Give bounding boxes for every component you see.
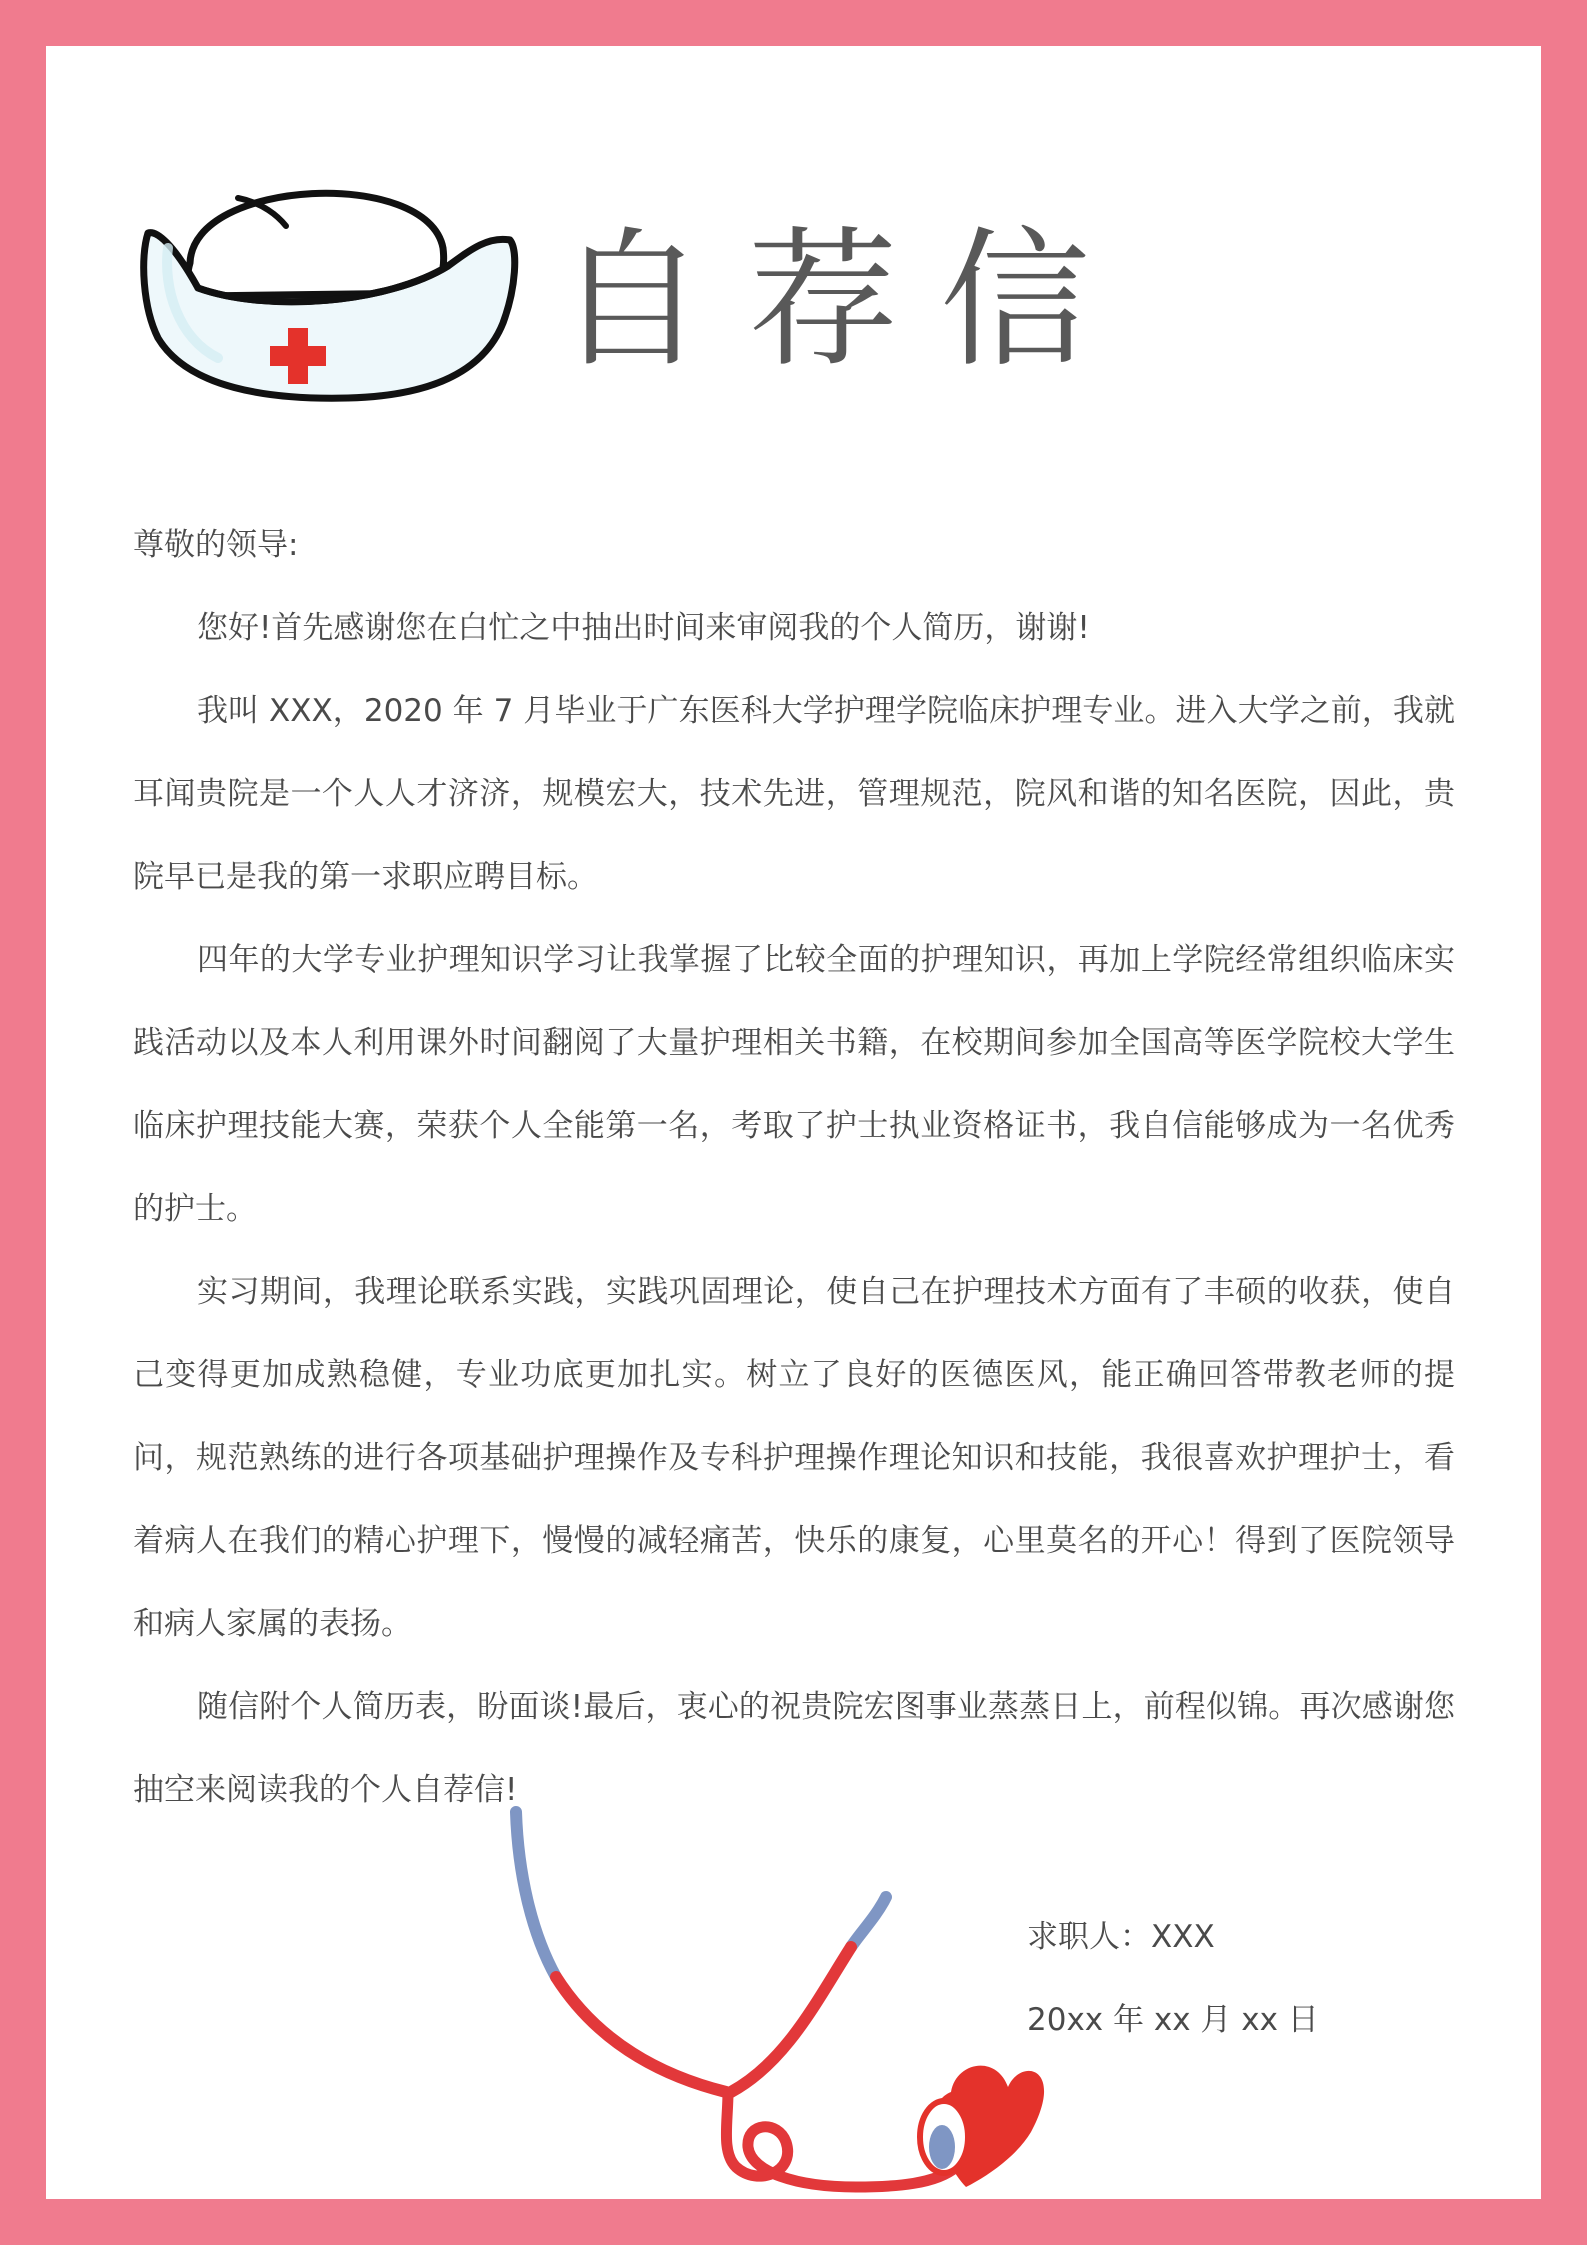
paragraph-4: 实习期间，我理论联系实践，实践巩固理论，使自己在护理技术方面有了丰硕的收获，使自己变得更加成熟稳健，专业功底更加扎实。树立了良好的医德医风，能正确回答带教老师的提问，规范熟练的进行各项基础护理操作及专科护理操作理论知识和技能，我很喜欢护理护士，看着病人在我们的精心护理下，慢慢的减轻痛苦，快乐的康复，心里莫名的开心！得到了医院领导和病人家属的表扬。 xyxy=(133,1274,1455,1642)
paragraph-1: 您好!首先感谢您在白忙之中抽出时间来审阅我的个人简历，谢谢! xyxy=(197,610,1090,646)
greeting: 尊敬的领导: xyxy=(133,527,299,563)
paragraph-2: 我叫 XXX，2020 年 7 月毕业于广东医科大学护理学院临床护理专业。进入大学之前，我就耳闻贵院是一个人人才济济，规模宏大，技术先进，管理规范，院风和谐的知名医院，因此，贵院早已是我的第一求职应聘目标。 xyxy=(133,693,1455,895)
paragraph-3: 四年的大学专业护理知识学习让我掌握了比较全面的护理知识，再加上学院经常组织临床实践活动以及本人利用课外时间翻阅了大量护理相关书籍，在校期间参加全国高等医学院校大学生临床护理技能大赛，荣获个人全能第一名，考取了护士执业资格证书，我自信能够成为一名优秀的护士。 xyxy=(133,942,1455,1227)
page-title: 自荐信 xyxy=(556,214,1133,388)
signature-block xyxy=(1027,1896,1319,2062)
paragraph-5: 随信附个人简历表，盼面谈!最后，衷心的祝贵院宏图事业蒸蒸日上，前程似锦。再次感谢您抽空来阅读我的个人自荐信! xyxy=(133,1689,1455,1808)
letter-page xyxy=(46,46,1541,2199)
applicant-name: 求职人：XXX xyxy=(1027,1919,1215,1955)
nurse-cap-icon xyxy=(98,138,538,408)
letter-date: 20xx 年 xx 月 xx 日 xyxy=(1027,2002,1319,2038)
stethoscope-heart-icon xyxy=(496,1802,1056,2202)
letter-body xyxy=(133,504,1455,1832)
